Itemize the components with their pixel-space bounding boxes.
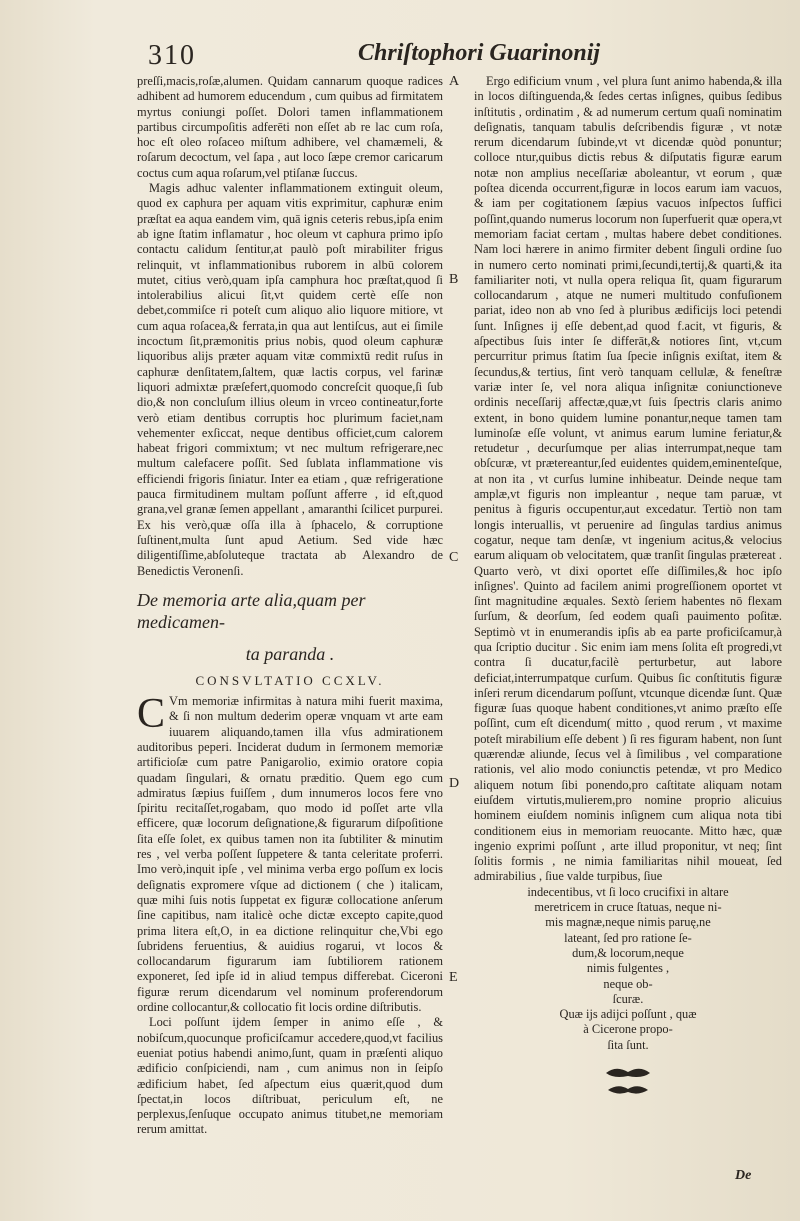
running-head: Chriſtophori Guarinonij <box>358 40 601 66</box>
tail-line: mis magnæ,neque nimis paruę,ne <box>545 915 711 930</box>
tail-line: lateant, ſed pro ratione ſe- <box>564 930 692 945</box>
tail-line: dum,& locorum,neque <box>572 945 684 960</box>
consultation-heading: CONSVLTATIO CCXLV. <box>195 672 385 688</box>
page-header <box>140 40 780 76</box>
drop-cap: C <box>137 691 166 738</box>
tail-line: ſcuræ. <box>612 991 644 1006</box>
paragraph: Vm memoriæ infirmitas à natura mihi fuerit maxima, & ſi non multum dederim operæ vnquam vt arte eam iuuarem aliquando,tamen illa vſus admirationem auditoribus peperi. Inciderat dudum in ſermonem memoriæ artificioſæ cum patre Panigarolio, eximio oratore copia quadam ſingulari, & ornatu præditio. Quem ego cum admiratus ſæpius fuiſſem , dum innumeros locos fere vno ſpiritu recitaſſet,rogabam, quo modo id poſſet arte vlla efficere, quæ locorum deſignatione,& figurarum diſpoſitione ſita eſſe ſolet, ex quibus tamen non ita ſubtiliter & minutim res , vel verba poſſent ſuppetere & tanta celeritate proferri. Imo verò,inquit ipſe , vel minima verba ergo poſſum ex locis deſignatis expromere vſque ad dictionem ( che ) italicam, quæ mihi ſuis notis ſuppetat ex figuræ collocatione anſerum ſine capitibus, nam italicè oche dictæ excepto capite,quod prima litera eſt,O, in ea dictione relinquitur che,Vbi ego ſubridens feruentius, & auidius rogarui, vt locos & collocandarum figurarum iam ſubtiliorem rationem exponeret, ſed ipſe id in aliud tempus differebat. Ciceroni figuræ rerum dicendarum vel nominum proferendorum ordine collocantur,& collocatio fit locis ordine diſtributis. <box>137 694 443 1015</box>
section-title-line-2: ta paranda . <box>245 643 335 664</box>
page-number: 310 <box>148 40 196 71</box>
tail-line: à Cicerone propo- <box>583 1022 673 1037</box>
right-column <box>474 74 782 1103</box>
margin-letter: C <box>449 550 459 565</box>
paragraph: Ergo edificium vnum , vel plura ſunt animo habenda,& illa in locos diſtinguenda,& ſedes certas inſignes, quibus ſedibus inſtitutis , ordinatim , & ad numerum certum quaſi nominatim deſignatis, tanquam tabulis deſcribendis figuræ , vt notæ rerum dicendarum ſubinde,vt vt dicendæ quòd ponuntur; colloce ntur,quibus dictis rebus & diſputatis figuræ earum notæ non amplius neceſſariæ aboleantur, vt eorum , quæ poſtea dicenda occurrent,figuræ in locos earum iam vacuos, & iam per cogitationem ſæpius vacuos inſpectos ſuffici poſſint,quando numerus locorum non ſuperfuerit quæ opera,vt memoriam faciat certam , multas habere debet conditiones. Nam loci hærere in animo firmiter debent ſinguli ordine ſuo in numero certo nominati primi,ſecundi,tertij,& quarti,& ita familiariter noti, vt nulla opera reliqua ſit, quam figurarum collocandarum , atque ne numeri multitudo confuſionem pariat, ideo non ab vno ſed à pluribus ædificijs loci petendi ſunt. Inſignes ij eſſe debent,ad quod f.acit, vt figuris, & aſpectibus ſuis inter ſe differāt,& notiores ſint, vt,cum percurritur primus ſtatim ſua ſpecie inſignis exiſtat, item & ſecundus,& tertius, ſint verò tanquam cellulæ, & feneſtræ variæ inter ſe, vel nora aliqua inſignitæ coniunctioneve ordinis neceſſarij affectæ,quæ,vt ſuis ſpectris claris animo extent, in bono quidem lumine ponantur,neque tamen tam luminoſæ eſſe volunt, vt animus earum lumine feriatur,& retudetur , decurſumque per alias interrumpat,neque tam obſcuræ, vt prætereantur,ſed euidentes quidem,eminenteſque, at non ita , vt curſus lumine inhibeatur. Deinde neque tam amplæ,vt figuris non impleantur , neque tam paruæ, vt penitus à figuris occupentur,aut excedatur. Tertiò non tam longis interuallis, vt peruenire ad ſingulas tardius animus cogatur, neque tam denſæ, vt ingenium acitus,& velocius earum aliquam ob velocitatem, quæ tranſit ſingulas prætereat . Quarto verò, vt dixi oportet eſſe diſſimiles,& hoc ipſo inſignes'. Quinto ad facilem animi progreſſionem oportet vt ſint magnitudine æquales. Sextò ſeriem habentes nō flexam ſurſum, & deorſum, ſed eodem quaſi pauimento poſitæ. Septimò vt in enumerandis ipſis ab ea parte proficiſcamur,à qua ſcriptio ducitur . Sic enim iam mens ſolita eſt progredi,vt contra ſi ducatur,facilè perturbetur, aut labore deficiat,interrumpatque curſum. Quibus ſic conſtitutis figuræ inſeri rerum dicendarum poſſunt, vtcunque dicendæ ſunt. Quæ figuræ ſuas quoque habent conditiones,vt animo præſto eſſe poſſint, cum eſt dicendum( mitto , quod rerum , vt maxime poteſt mirabilium eſſe debent ) ſi res figuram habent, non ſunt quærendæ aliunde, ſecus vel à ſimilibus , vel comparatione rationis, vel alio modo coniunctis petendæ, vt pro Medico aliquem notum ſibi ponendo,pro caſtitate aliquam notam eiuſdem virtutis,mulierem,pro nomine proprio alicuius hominem eiuſdem nominis inſignem cum aliqua nota tibi conditionem eius in memoriam reuocante. Mitto hæc, quæ ingenio exprimi poſſunt , arte illud proponitur, vt neq; ſint ſolitis formis , ne nimia familiaritas nihil moueat, ſed admirabilius , ſiue valde turpibus, ſiue <box>474 74 782 884</box>
paragraph: Loci poſſunt ijdem ſemper in animo eſſe , & nobiſcum,quocunque proficiſcamur accedere,quod,vt facilius eueniat potius habendi animo,ſunt, quam in præſenti aliquo ædificio conſpiciendi, nam , cum animus non in ſeipſo ædificium habet, ſed aſpectum eius quærit,quod dum ſpectat,in locos diſtribuat, periculum eſt, ne perplexus,ſenſuque occupato animus titubet,ne memoriam rerum amittat. <box>137 1015 443 1137</box>
paragraph: Magis adhuc valenter inflammationem extinguit oleum, quod ex caphura per aquam vitis exprimitur, caphuræ enim præſtat ea aqua eandem vim, quā ignis ceteris rebus,ipſa enim ab igne ſtatim inflamatur , hoc oleum vt caphura primo ipſo contactu calidum ſentitur,at paulò poſt mirabiliter frigus relinquit, vt inflammationibus ruborem in albū colorem mutet, citius verò,quam ipſa camphura hoc præſtat,quod ſi intolerabilius alicui ſit,vt quidem certè eſſe non debet,commiſce ri poteſt cum aliquo alio liquore mitiore, vt cum aqua roſacea,& ferrata,in qua aut lentiſcus, aut ei ſimile incoctum ſit,præmonitis prius nobis, quod oleum caphuræ liquoribus alijs præter aquam vitæ commixtū redit ruſus in caphuræ denſitatem,ſaltem, quæ lactis corpus, vel farinæ liquori admixtæ præſefert,quomodo concreſcit quoque,ſi ſub dio,& non concluſum illius oleum in vrceo contineatur,forte verò etiam dentibus corruptis hoc plurimum faciet,nam vehementer exſiccat, neque dentibus officiet,cum calorem habeat frigori commixtum; vt nec multum refrigerare,nec multum calefacere poſſit. Sed ſublata inflammatione vis efficiendi frigoris ſiniatur. Inter ea etiam , quæ refrigeratione pauca firmitudinem multam poſſunt afferre , id eſt,quod grana,vel granæ ſemen appellant , amaranthi ſcilicet purpurei. Ex his verò,quæ oſſa illa à ſphacelo, & corruptione ſuſtinent,multa ſunt apud Aetium. Sed vide hæc diligentiſſime,abſoluteque tractata ab Alexandro de Benedictis Veronenſi. <box>137 181 443 578</box>
left-column <box>137 74 443 1138</box>
section-title-line-1: De memoria arte alia,quam per medicamen- <box>137 589 366 632</box>
tail-line: neque ob- <box>603 976 653 991</box>
paragraph: preſſi,macis,roſæ,alumen. Quidam cannarum quoque radices adhibent ad humorem educendum , cum quibus ad firmitatem myrtus coniungi poſſet. Dolori tamen inflammationem partibus circumpoſitis adferēti non eſſet ab re lac cum roſa, hoc eſt oleo roſaceo miſtum adhibere, vel chamæmeli, & roſarum decoctum, vel ſapa , aut loco ſæpe cremor caricarum coctus cum aqua roſarum,vel ptiſanæ ſuccus. <box>137 74 443 180</box>
tail-line: ſita ſunt. <box>607 1037 649 1052</box>
tail-line: Quæ ijs adijci poſſunt , quæ <box>559 1007 697 1022</box>
tail-line: meretricem in cruce ſtatuas, neque ni- <box>534 900 722 915</box>
margin-letter: A <box>449 74 460 89</box>
printer-ornament-icon <box>474 1063 782 1103</box>
margin-letter: E <box>449 970 458 985</box>
catchword: De <box>735 1168 752 1183</box>
margin-letter: B <box>449 272 459 287</box>
tailpiece-text <box>474 885 782 1053</box>
tail-line: nimis fulgentes , <box>586 961 670 976</box>
tail-line: indecentibus, vt ſi loco crucifixi in altare <box>527 884 729 899</box>
margin-letter: D <box>449 776 460 791</box>
